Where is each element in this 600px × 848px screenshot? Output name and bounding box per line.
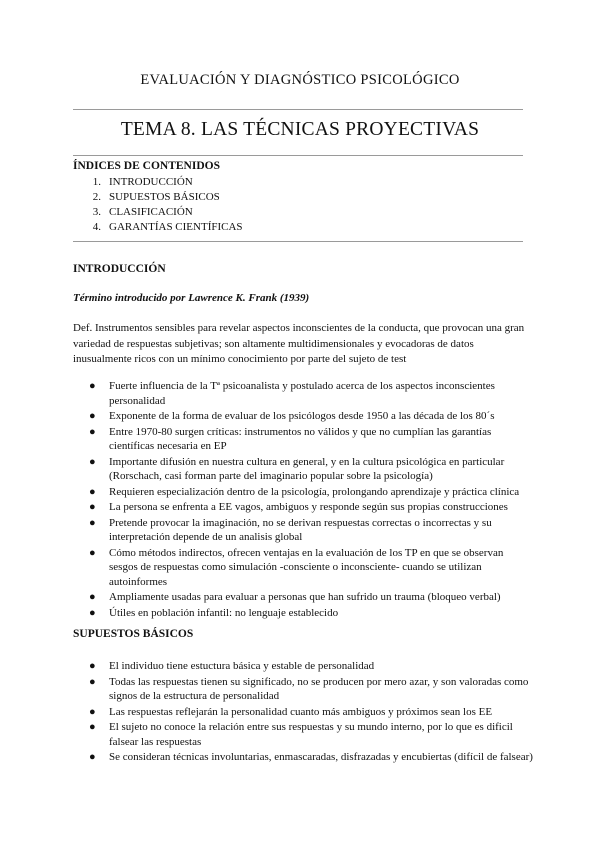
list-item: ● Se consideran técnicas involuntarias, enmascaradas, disfrazadas y encubiertas (difícil de falsear) [89,751,533,763]
definition-paragraph: Def. Instrumentos sensibles para revelar aspectos inconscientes de la conducta, que provocan una gran variedad de respuestas subjetivas; son altamente multidimensionales y evocadoras de datos inusualmente ricos con un mínimo conocimiento por parte del sujeto de test [73,322,525,365]
divider [73,241,523,242]
toc-item: 4. GARANTÍAS CIENTÍFICAS [92,221,243,233]
list-item: ● Fuerte influencia de la Tª psicoanalista y postulado acerca de los aspectos inconscientes personalidad [89,380,495,407]
toc-item-label: GARANTÍAS CIENTÍFICAS [109,221,243,233]
divider [73,109,523,110]
list-item: ● El individuo tiene estuctura básica y estable de personalidad [89,660,375,672]
toc-list [73,175,243,235]
list-item: ● El sujeto no conoce la relación entre sus respuestas y su mundo interno, por lo que es dificil falsear las respuestas [89,721,513,748]
list-item: ● Exponente de la forma de evaluar de los psicólogos desde 1950 a las década de los 80´s [89,410,495,422]
intro-bullet-list [73,379,533,621]
toc-item: 1. INTRODUCCIÓN [92,176,193,188]
list-item: ● Requieren especialización dentro de la psicología, prolongando aprendizaje y práctica clínica [89,485,520,498]
list-item: ● Útiles en población infantil: no lenguaje establecido [89,606,339,619]
toc-item: 3. CLASIFICACIÓN [92,206,193,218]
toc-heading: ÍNDICES DE CONTENIDOS [73,160,220,172]
list-item: ● Ampliamente usadas para evaluar a personas que han sufrido un trauma (bloqueo verbal) [89,591,501,603]
supuestos-bullet-list [73,659,533,766]
list-item: ● Las respuestas reflejarán la personalidad cuanto más ambiguos y próximos sean los EE [89,705,493,718]
list-item: ● Importante difusión en nuestra cultura en general, y en la cultura psicológica en particular (Rorschach, casi forman parte del imaginario popular sobre la psicología) [89,455,505,482]
section-heading-introduccion: INTRODUCCIÓN [73,263,166,275]
section-heading-supuestos: SUPUESTOS BÁSICOS [73,628,194,640]
toc-item-label: SUPUESTOS BÁSICOS [109,191,220,203]
list-item: ● Entre 1970-80 surgen críticas: instrumentos no válidos y que no cumplían las garantías científicas necesaria en EP [89,425,492,452]
toc-item: 2. SUPUESTOS BÁSICOS [92,191,220,203]
toc-item-label: CLASIFICACIÓN [109,206,193,218]
divider [73,155,523,156]
page-title: TEMA 8. LAS TÉCNICAS PROYECTIVAS [120,119,480,140]
term-origin: Término introducido por Lawrence K. Frank (1939) [73,292,310,304]
list-item: ● Pretende provocar la imaginación, no se derivan respuestas correctas o incorrectas y su interpretación depende de un analisis global [89,516,492,543]
list-item: ● Cómo métodos indirectos, ofrecen ventajas en la evaluación de los TP en que se observan sesgos de respuestas como simulación -consciente o inconsciente- cuando se utilizan autoinformes [89,546,504,588]
list-item: ● Todas las respuestas tienen su significado, no se producen por mero azar, y son valoradas como signos de la estructura de personalidad [89,675,529,702]
list-item: ● La persona se enfrenta a EE vagos, ambiguos y responde según sus propias construcciones [89,501,508,513]
toc-item-label: INTRODUCCIÓN [109,176,193,188]
course-header: EVALUACIÓN Y DIAGNÓSTICO PSICOLÓGICO [140,72,460,88]
